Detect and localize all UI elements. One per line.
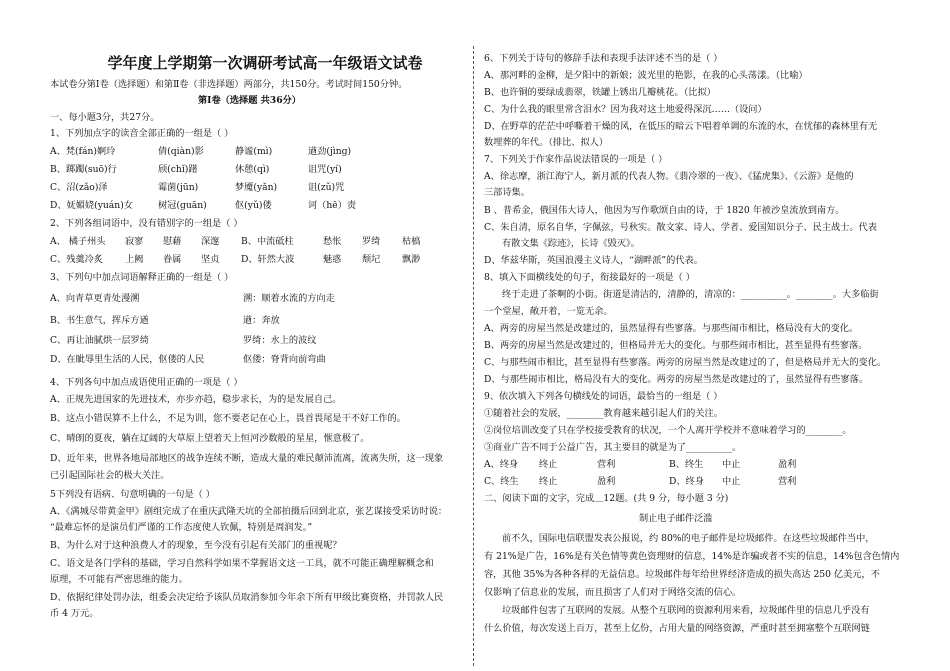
q9-opt: 营利 xyxy=(778,476,797,487)
article-para2-line: 什么价值，每次发送上百万，甚至上亿份，占用大量的网络资源，严重时甚至拥塞整个互联网链 xyxy=(484,623,870,634)
q8-passage: 终于走进了茶啊的小街。街道是清洁的，清静的，清凉的：__________。________。大多临街 xyxy=(502,289,879,300)
q2-opt: D、轩然大波 xyxy=(241,254,295,265)
q1-opt: 树冠(guān) xyxy=(158,200,207,211)
q5-option-a-cont: “最难忘怀的是演员们严谨的工作态度使人钦佩，特别是周润发。” xyxy=(50,522,313,533)
q2-opt: C、残羹冷炙 xyxy=(50,254,103,265)
q9-opt: B、终生 xyxy=(669,459,704,470)
q4-option-d: D、近年来，世界各地局部地区的战争连续不断，造成大量的难民颠沛流离，流离失所，这一现象 xyxy=(50,453,444,464)
q4-option-c: C、晴朗的夏夜，躺在辽阔的大草原上望着天上恒河沙数般的星星，惬意极了。 xyxy=(50,433,370,444)
q2-opt: B、中流砥柱 xyxy=(241,236,294,247)
q1-opt: D、妩媚娆(yuán)女 xyxy=(50,200,133,211)
q7-option-a-cont: 三部诗集。 xyxy=(484,187,530,198)
q9-opt: 营利 xyxy=(597,459,616,470)
article-para2-line: 垃圾邮件包害了互联网的发展。从整个互联网的资源利用来看，垃圾邮件里的信息几乎没有 xyxy=(502,605,870,616)
article-para1-line: 容，其他 35%为各种各样的无益信息。垃圾邮件每年给世界经济造成的损失高达 250 亿美元，不 xyxy=(484,569,880,580)
q5-option-d: D、依据纪律处罚办法，组委会决定给予该队员取消参加今年余下所有甲级比赛资格，并罚款人民 xyxy=(50,592,444,603)
q4-option-a: A、正规先进国家的先进技术，亦步亦趋，稳步求长，为的是发展自己。 xyxy=(50,394,342,405)
q3-opt: C、再让油腻烘一层罗绮 xyxy=(50,335,149,346)
q5-option-c: C、语文是各门学科的基础，学习自然科学如果不掌握语文这一工具，就不可能正确理解概念和 xyxy=(50,558,434,569)
q7-stem: 7、下列关于作家作品说法错误的一项是（ ） xyxy=(484,154,668,165)
q1-opt: 诅咒(yí) xyxy=(308,164,342,175)
q9-opt: 中止 xyxy=(722,459,741,470)
q7-option-a: A、徐志摩，浙江海宁人，新月派的代表人物。《翡冷翠的一夜》、《猛虎集》、《云游》是他的 xyxy=(484,171,854,182)
article-para1-line: 前不久，国际电信联盟发表公报说，约 80%的电子邮件是垃圾邮件。在这些垃圾邮件当中， xyxy=(502,533,875,544)
q4-option-d-cont: 已引起国际社会的极大关注。 xyxy=(50,470,170,481)
q9-opt: A、终身 xyxy=(484,459,519,470)
q1-opt: 遒劲(jìng) xyxy=(308,146,352,157)
q2-opt: 枯槁 xyxy=(402,236,421,247)
q2-opt: 愁怅 xyxy=(323,236,342,247)
q3-opt: B、书生意气，挥斥方遒 xyxy=(50,315,149,326)
q6-option-c: C、为什么我的眼里常含泪水？因为我对这土地爱得深沉……（设问） xyxy=(484,104,767,115)
q8-stem: 8、填入下面横线处的句子，衔接最好的一项是（ ） xyxy=(484,272,695,283)
q3-opt: A、向青草更青处漫溯 xyxy=(50,293,140,304)
q3-gloss: 伛偻：脊背向前弯曲 xyxy=(243,354,326,365)
q1-opt: 静谧(mì) xyxy=(235,146,273,157)
q1-opt: 休憩(qì) xyxy=(235,164,270,175)
q6-option-d-cont: 数埋葬的年代。（排比、拟人） xyxy=(484,137,609,148)
part1-heading: 一、每小题3分，共27分。 xyxy=(50,112,160,123)
q2-opt: 坚贞 xyxy=(201,254,220,265)
q3-gloss: 溯：顺着水流的方向走 xyxy=(243,293,335,304)
q2-opt: 魅惑 xyxy=(323,254,342,265)
q1-opt: 伛(yǔ)偻 xyxy=(235,200,272,211)
q2-opt: A、 橘子州头 xyxy=(50,236,106,247)
q9-opt: 盈利 xyxy=(778,459,797,470)
q2-opt: 眷属 xyxy=(163,254,182,265)
q3-gloss: 罗绮：水上的波纹 xyxy=(243,335,317,346)
column-divider xyxy=(473,46,474,666)
q9-opt: 终止 xyxy=(539,459,558,470)
q7-option-c: C、朱自清，原名自华，字佩弦，号秋实。散文家、诗人、学者、爱国知识分子、民主战士。代表 xyxy=(484,222,877,233)
q1-opt: 梦魇(yǎn) xyxy=(235,182,278,193)
q3-gloss: 遒：奔放 xyxy=(243,315,280,326)
part2-heading: 二、阅读下面的文字，完成＿12题。(共 9 分，每小题 3 分) xyxy=(484,493,729,504)
q1-opt: C、沼(zǎo)泽 xyxy=(50,182,108,193)
q5-option-d-cont: 币 4 万元。 xyxy=(50,608,99,619)
q1-opt: 颀(chǐ)躇 xyxy=(158,164,198,175)
q2-opt: 飘渺 xyxy=(402,254,421,265)
q5-stem: 5下列没有语病、句意明确的一句是（ ） xyxy=(50,489,215,500)
q9-opt: D、终身 xyxy=(669,476,704,487)
q1-opt: A、梵(fán)婀玲 xyxy=(50,146,116,157)
q2-opt: 颓圮 xyxy=(362,254,381,265)
q1-opt: 霉菌(jūn) xyxy=(158,182,199,193)
q3-opt: D、在眦辱里生活的人民，伛偻的人民 xyxy=(50,354,205,365)
q9-stem: 9、依次填入下列各句横线处的词语，最恰当的一组是（ ） xyxy=(484,391,723,402)
q2-opt: 上阙 xyxy=(125,254,144,265)
q7-option-c-cont: 有散文集《踪迹》，长诗《毁灭》。 xyxy=(502,238,640,249)
q9-sentence-3: ③商业广告不同于公益广告，其主要目的就是为了__________。 xyxy=(484,442,742,453)
q1-opt: B、踯躅(suō)行 xyxy=(50,164,117,175)
q9-opt: C、终生 xyxy=(484,476,519,487)
q4-stem: 4、下列各句中加点成语使用正确的一项是（ ） xyxy=(50,377,243,388)
q6-option-a: A、那河畔的金柳，是夕阳中的新娘；波光里的艳影，在我的心头荡漾。（比喻） xyxy=(484,70,808,81)
q7-option-d: D、华兹华斯，英国浪漫主义诗人，“湖畔派”的代表。 xyxy=(484,255,703,266)
q1-opt: 诃（hē）责 xyxy=(308,200,357,211)
q1-stem: 1、下列加点字的读音全部正确的一组是（ ） xyxy=(50,128,234,139)
q5-option-c-cont: 原理，不可能有严密思维的能力。 xyxy=(50,574,188,585)
q2-opt: 深邃 xyxy=(201,236,220,247)
page-title: 学年度上学期第一次调研考试高一年级语文试卷 xyxy=(107,54,423,72)
q5-option-a: A、《满城尽带黄金甲》剧组完成了在重庆武隆天坑的全部拍摄后回到北京，张艺谋接受采访时说： xyxy=(50,506,448,517)
q2-stem: 2、下列各组词语中，没有错别字的一组是（ ） xyxy=(50,218,243,229)
q6-option-b: B、也许铜的要绿成翡翠，铁罐上锈出几瓣桃花。（比拟） xyxy=(484,87,716,98)
article-para1-line: 仅影响了信息业的发展，而且损害了人们对于网络交流的信心。 xyxy=(484,587,742,598)
q9-opt: 盈利 xyxy=(597,476,616,487)
q2-opt: 慰藉 xyxy=(163,236,182,247)
q1-opt: 诅(zǔ)咒 xyxy=(308,182,345,193)
q6-stem: 6、下列关于诗句的修辞手法和表现手法评述不当的是（ ） xyxy=(484,53,723,64)
q3-stem: 3、下列句中加点词语解释正确的一组是（ ） xyxy=(50,272,234,283)
q8-option-d: D、与那些闹市相比，格局没有大的变化。两旁的房屋当然是改建过的了，虽然显得有些寥落。 xyxy=(484,374,869,385)
q2-opt: 罗绮 xyxy=(362,236,381,247)
q6-option-d: D、在野草的茫茫中呼嘶着干燥的风，在低压的暗云下唱着单调的东流的水，在忧郁的森林里有无 xyxy=(484,121,878,132)
section-heading: 第Ⅰ卷（选择题 共36分） xyxy=(198,95,301,106)
article-para1-line: 有 21%是广告，16%是有关色情等黄色资理财的信息，14%是诈骗或者不实的信息，14%包含色情内 xyxy=(484,551,900,562)
q9-sentence-2: ②岗位培训改变了只在学校接受教育的状况，一个人离开学校并不意味着学习的________。 xyxy=(484,425,852,436)
q5-option-b: B、为什么对于这种浪费人才的现象，至今没有引起有关部门的重视呢？ xyxy=(50,540,342,551)
q8-option-b: B、两旁的房屋当然是改建过的，但格局并无大的变化。与那些闹市相比，甚至显得有些寥落。 xyxy=(484,340,868,351)
q1-opt: 倩(qiàn)影 xyxy=(158,146,204,157)
q8-option-a: A、两旁的房屋当然是改建过的，虽然显得有些寥落。与那些闹市相比，格局没有大的变化。 xyxy=(484,323,859,334)
q9-sentence-1: ①随着社会的发展，________教育越来越引起人们的关注。 xyxy=(484,408,723,419)
q7-option-b: B 、普希金，俄国伟大诗人，他因为写作歌颂自由的诗，于 1820 年被沙皇流放到南方。 xyxy=(484,205,845,216)
q2-opt: 寂寥 xyxy=(125,236,144,247)
article-title: 制止电子邮件泛滥 xyxy=(639,513,713,524)
q8-passage-cont: 一个堂屋，敞开着，一览无余。 xyxy=(484,306,613,317)
q4-option-b: B、这点小错误算不上什么，不足为训，您不要老记在心上，畏首畏尾是干不好工作的。 xyxy=(50,413,406,424)
q9-opt: 中止 xyxy=(722,476,741,487)
q9-opt: 终止 xyxy=(539,476,558,487)
q8-option-c: C、与那些闹市相比，甚至显得有些寥落。两旁的房屋当然是改建过的了，但是格局并无大的变化。 xyxy=(484,357,887,368)
intro-text: 本试卷分第Ⅰ卷（选择题）和第Ⅱ卷（非选择题）两部分，共150分。考试时间150分钟。 xyxy=(50,79,408,90)
